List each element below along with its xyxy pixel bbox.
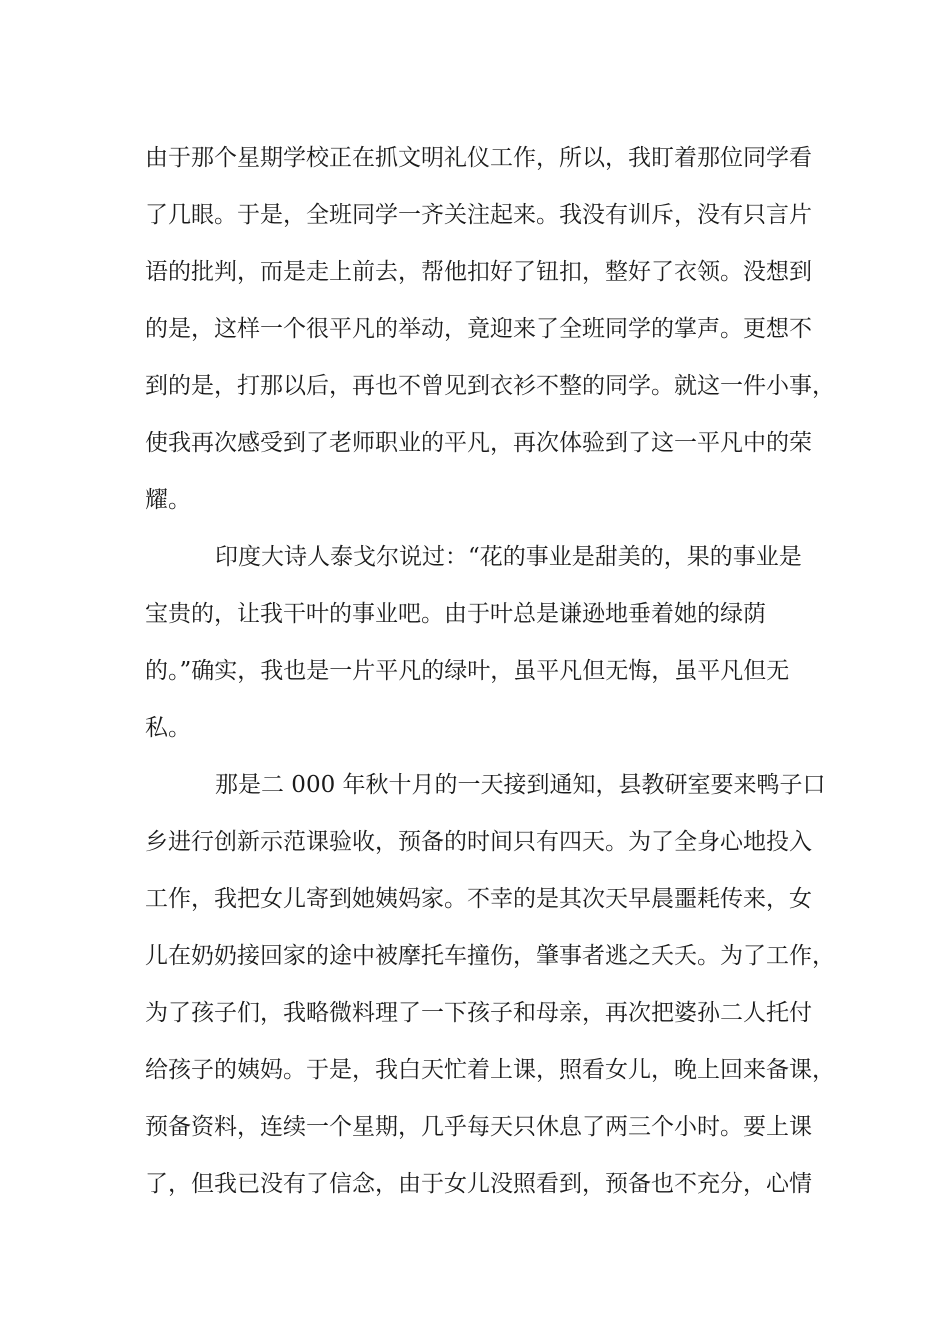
body-text bbox=[145, 130, 835, 1213]
text-line: 乡进行创新示范课验收，预备的时间只有四天。为了全身心地投入 bbox=[145, 829, 812, 855]
text-line: 到的是，打那以后，再也不曾见到衣衫不整的同学。就这一件小事， bbox=[145, 373, 835, 399]
text-line: 的。”确实，我也是一片平凡的绿叶，虽平凡但无悔，虽平凡但无 bbox=[145, 658, 790, 684]
text-line: 给孩子的姨妈。于是，我白天忙着上课，照看女儿，晚上回来备课， bbox=[145, 1057, 835, 1083]
text-line: 预备资料，连续一个星期，几乎每天只休息了两三个小时。要上课 bbox=[145, 1114, 812, 1140]
paragraph-3 bbox=[145, 757, 835, 1213]
text-line: 的是，这样一个很平凡的举动，竟迎来了全班同学的掌声。更想不 bbox=[145, 316, 812, 342]
text-line: 语的批判，而是走上前去，帮他扣好了钮扣，整好了衣领。没想到 bbox=[145, 259, 812, 285]
text-line: 那是二 000 年秋十月的一天接到通知，县教研室要来鸭子口 bbox=[215, 772, 826, 798]
text-line: 儿在奶奶接回家的途中被摩托车撞伤，肇事者逃之夭夭。为了工作， bbox=[145, 943, 835, 969]
text-line: 由于那个星期学校正在抓文明礼仪工作，所以，我盯着那位同学看 bbox=[145, 145, 812, 171]
text-line: 耀。 bbox=[145, 487, 191, 513]
text-line: 工作，我把女儿寄到她姨妈家。不幸的是其次天早晨噩耗传来，女 bbox=[145, 886, 812, 912]
text-line: 使我再次感受到了老师职业的平凡，再次体验到了这一平凡中的荣 bbox=[145, 430, 812, 456]
text-line: 了，但我已没有了信念，由于女儿没照看到，预备也不充分，心情 bbox=[145, 1171, 812, 1197]
text-line: 私。 bbox=[145, 715, 191, 741]
paragraph-2 bbox=[145, 529, 825, 757]
text-line: 印度大诗人泰戈尔说过：“花的事业是甜美的，果的事业是 bbox=[215, 544, 802, 570]
text-line: 为了孩子们，我略微料理了一下孩子和母亲，再次把婆孙二人托付 bbox=[145, 1000, 812, 1026]
paragraph-1 bbox=[145, 130, 835, 529]
text-line: 了几眼。于是，全班同学一齐关注起来。我没有训斥，没有只言片 bbox=[145, 202, 812, 228]
text-line: 宝贵的，让我干叶的事业吧。由于叶总是谦逊地垂着她的绿荫 bbox=[145, 601, 766, 627]
